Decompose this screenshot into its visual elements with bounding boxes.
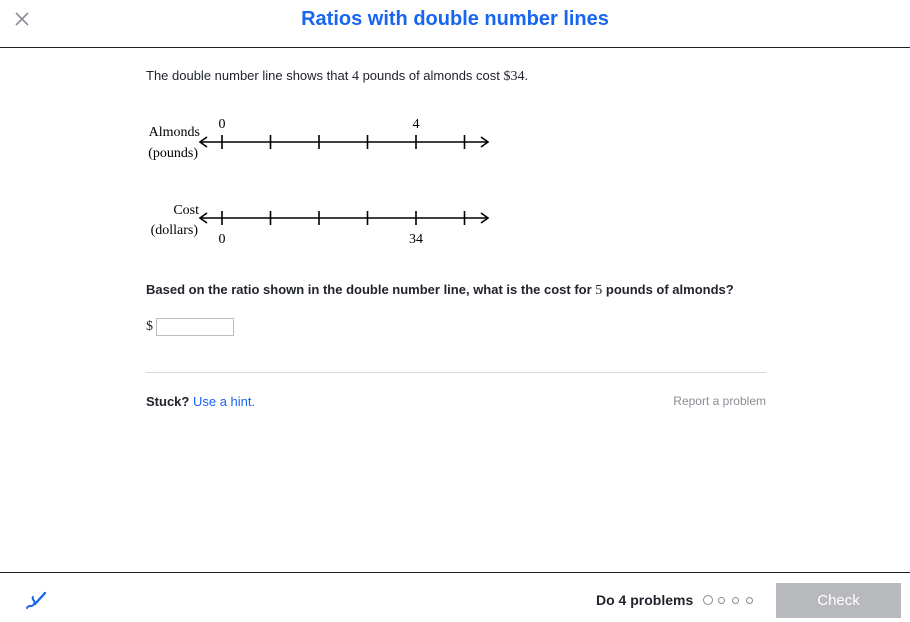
double-number-line xyxy=(136,110,496,250)
top-line-tick-label-0: 0 xyxy=(218,117,226,132)
top-line-label-1: Almonds xyxy=(148,125,200,140)
top-number-line xyxy=(200,117,488,149)
intro-middle: pounds of almonds cost xyxy=(358,68,504,83)
top-line-label-2: (pounds) xyxy=(148,146,198,161)
answer-input[interactable] xyxy=(156,318,234,336)
page-title: Ratios with double number lines xyxy=(301,8,609,30)
top-line-tick-label-4: 4 xyxy=(412,117,420,132)
bottom-line-label-1: Cost xyxy=(173,203,199,218)
bottom-number-line xyxy=(200,211,488,247)
answer-row xyxy=(146,318,234,336)
progress-dot xyxy=(718,597,725,604)
use-hint-link[interactable]: Use a hint. xyxy=(192,394,256,409)
divider xyxy=(146,372,766,373)
question-text xyxy=(146,282,734,299)
problem-intro xyxy=(146,68,528,85)
footer xyxy=(0,572,910,622)
check-button[interactable]: Check xyxy=(776,583,901,618)
intro-suffix: . xyxy=(524,68,529,83)
stuck-label: Stuck? xyxy=(146,394,190,409)
question-suffix: pounds of almonds? xyxy=(602,282,734,297)
bottom-line-label-2: (dollars) xyxy=(150,223,198,238)
intro-quantity: 4 xyxy=(351,69,359,84)
progress-dot xyxy=(746,597,753,604)
bottom-line-tick-label-4: 34 xyxy=(409,232,423,247)
pencil-scratchpad-icon[interactable] xyxy=(24,589,48,613)
question-prefix: Based on the ratio shown in the double number line, what is the cost for xyxy=(146,282,596,297)
answer-prefix: $ xyxy=(146,319,153,334)
stuck-section xyxy=(146,394,255,409)
intro-prefix: The double number line shows that xyxy=(146,68,352,83)
do-problems-label: Do 4 problems xyxy=(596,592,694,608)
report-problem-link[interactable]: Report a problem xyxy=(673,394,766,408)
question-quantity: 5 xyxy=(595,283,603,298)
bottom-line-tick-label-0: 0 xyxy=(218,232,226,247)
header xyxy=(0,0,910,48)
intro-price: $34 xyxy=(503,69,525,84)
progress-dot xyxy=(732,597,739,604)
progress-dot xyxy=(703,595,713,605)
progress-dots xyxy=(703,595,760,605)
